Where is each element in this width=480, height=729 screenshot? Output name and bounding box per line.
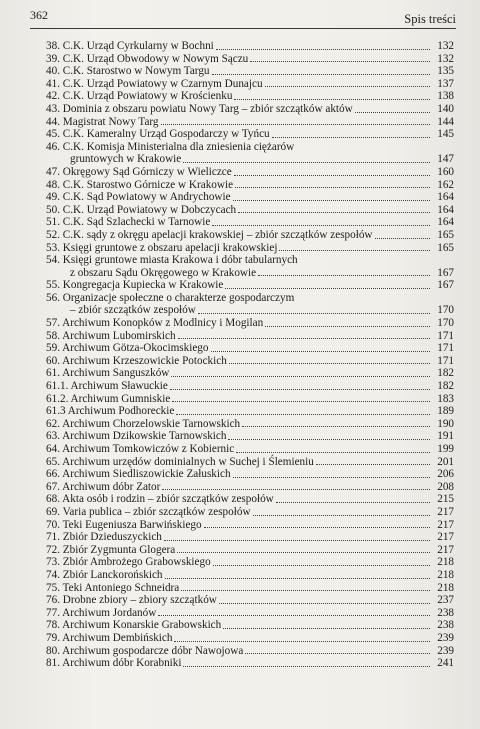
dot-leader bbox=[316, 463, 430, 465]
toc-entry-page: 238 bbox=[437, 619, 454, 632]
page-number: 362 bbox=[30, 8, 48, 22]
toc-entry bbox=[46, 531, 454, 544]
toc-entry bbox=[46, 405, 454, 418]
toc-entry-label: 61.1. Archiwum Sławuckie bbox=[46, 380, 168, 393]
toc-entry-page: 208 bbox=[437, 480, 454, 493]
dot-leader bbox=[250, 60, 430, 62]
toc-entry-page: 182 bbox=[437, 367, 454, 380]
dot-leader bbox=[233, 476, 430, 478]
dot-leader bbox=[177, 551, 430, 553]
dot-leader bbox=[183, 161, 430, 163]
dot-leader bbox=[233, 199, 430, 201]
dot-leader bbox=[375, 237, 430, 239]
toc-entry-page: 218 bbox=[437, 568, 454, 581]
toc-entry bbox=[46, 594, 454, 607]
dot-leader bbox=[212, 73, 430, 75]
toc-entry-label: 63. Archiwum Dzikowskie Tarnowskich bbox=[46, 430, 227, 443]
dot-leader bbox=[234, 98, 430, 100]
dot-leader bbox=[171, 375, 430, 377]
dot-leader bbox=[213, 564, 430, 566]
toc-entry-page: 132 bbox=[437, 52, 454, 65]
toc-entry bbox=[46, 153, 454, 166]
dot-leader bbox=[258, 274, 430, 276]
toc-entry bbox=[46, 342, 454, 355]
dot-leader bbox=[235, 186, 430, 188]
toc-entry-label: 79. Archiwum Dembińskich bbox=[46, 631, 173, 644]
toc-entry bbox=[46, 393, 454, 406]
toc-entry-label: 76. Drobne zbiory – zbiory szczątków bbox=[46, 594, 217, 607]
toc-entry-label: gruntowych w Krakowie bbox=[70, 153, 182, 166]
toc-entry bbox=[46, 657, 454, 670]
page-header bbox=[30, 6, 456, 29]
toc-entry-page: 137 bbox=[437, 77, 454, 90]
toc-entry bbox=[46, 191, 454, 204]
toc-entry-page: 144 bbox=[437, 115, 454, 128]
toc-entry-page: 135 bbox=[437, 65, 454, 78]
toc-entry-heading-line bbox=[46, 254, 454, 267]
toc-entry bbox=[46, 556, 454, 569]
toc-entry-label: 80. Archiwum gospodarcze dóbr Nawojowa bbox=[46, 644, 244, 657]
dot-leader bbox=[225, 287, 430, 289]
toc-entry-label: 62. Archiwum Chorzelowskie Tarnowskich bbox=[46, 417, 241, 430]
toc-entry-page: 165 bbox=[437, 241, 454, 254]
toc-entry-label: 59. Archiwum Götza-Okocimskiego bbox=[46, 342, 209, 355]
dot-leader bbox=[279, 249, 430, 251]
toc-entry bbox=[46, 216, 454, 229]
dot-leader bbox=[174, 640, 430, 642]
dot-leader bbox=[211, 350, 431, 352]
toc-entry-page: 171 bbox=[437, 342, 454, 355]
toc-entry-label: 66. Archiwum Siedliszowickie Załuskich bbox=[46, 468, 231, 481]
dot-leader bbox=[276, 501, 430, 503]
toc-entry-page: 218 bbox=[437, 556, 454, 569]
dot-leader bbox=[164, 539, 430, 541]
toc-entry bbox=[46, 204, 454, 217]
toc-entry-page: 190 bbox=[437, 417, 454, 430]
toc-entry bbox=[46, 569, 454, 582]
toc-entry-label: 39. C.K. Urząd Obwodowy w Nowym Sączu bbox=[46, 52, 249, 65]
dot-leader bbox=[236, 451, 430, 453]
toc-entry bbox=[46, 53, 454, 66]
toc-entry-page: 237 bbox=[437, 594, 454, 607]
section-title: Spis treści bbox=[404, 12, 456, 26]
toc-entry-label: 58. Archiwum Lubomirskich bbox=[46, 329, 176, 342]
dot-leader bbox=[172, 400, 430, 402]
toc-entry-page: 189 bbox=[437, 405, 454, 418]
toc-entry-label: 72. Zbiór Zygmunta Glogera bbox=[46, 543, 176, 556]
toc-entry-page: 217 bbox=[437, 518, 454, 531]
toc-entry-page: 182 bbox=[437, 380, 454, 393]
toc-entry-page: 217 bbox=[437, 505, 454, 518]
dot-leader bbox=[234, 174, 430, 176]
toc-entry bbox=[46, 116, 454, 129]
toc-entry-heading-line bbox=[46, 292, 454, 305]
dot-leader bbox=[245, 652, 430, 654]
toc-entry-heading-line bbox=[46, 141, 454, 154]
dot-leader bbox=[178, 337, 430, 339]
toc-entry-label: 48. C.K. Starostwo Górnicze w Krakowie bbox=[46, 178, 234, 191]
toc-entry-label: 55. Kongregacja Kupiecka w Krakowie bbox=[46, 279, 224, 292]
toc-entry-page: 191 bbox=[437, 430, 454, 443]
toc-entry bbox=[46, 632, 454, 645]
dot-leader bbox=[181, 589, 430, 591]
toc-entry bbox=[46, 166, 454, 179]
toc-entry bbox=[46, 242, 454, 255]
toc-entry bbox=[46, 506, 454, 519]
toc-entry-label: 53. Księgi gruntowe z obszaru apelacji krakowskiej bbox=[46, 241, 278, 254]
toc-entry-label: 64. Archiwum Tomkowiczów z Kobiernic bbox=[46, 443, 235, 455]
toc-entry-label: 81. Archiwum dóbr Korabniki bbox=[46, 657, 182, 670]
toc-entry-page: 138 bbox=[437, 90, 454, 103]
toc-entry-page: 170 bbox=[437, 317, 454, 330]
table-of-contents bbox=[46, 40, 454, 670]
toc-entry bbox=[46, 304, 454, 317]
toc-entry-label: 41. C.K. Urząd Powiatowy w Czarnym Dunajcu bbox=[46, 77, 263, 90]
toc-entry bbox=[46, 40, 454, 53]
toc-entry-page: 167 bbox=[437, 266, 454, 279]
toc-entry-page: 183 bbox=[437, 392, 454, 405]
toc-entry bbox=[46, 619, 454, 632]
toc-entry-page: 171 bbox=[437, 329, 454, 342]
toc-entry-label: 67. Archiwum dóbr Zator bbox=[46, 480, 161, 493]
toc-entry bbox=[46, 443, 454, 456]
toc-entry bbox=[46, 267, 454, 280]
toc-entry-label: 40. C.K. Starostwo w Nowym Targu bbox=[46, 65, 210, 78]
dot-leader bbox=[265, 325, 430, 327]
toc-entry-label: 43. Dominia z obszaru powiatu Nowy Targ – zbiór szczątków aktów bbox=[46, 102, 353, 115]
toc-entry-label: – zbiór szczątków zespołów bbox=[70, 304, 196, 317]
dot-leader bbox=[198, 312, 430, 314]
toc-entry-page: 218 bbox=[437, 581, 454, 594]
toc-entry-label: 56. Organizacje społeczne o charakterze gospodarczym bbox=[46, 291, 295, 304]
dot-leader bbox=[204, 526, 430, 528]
toc-entry-label: 50. C.K. Urząd Powiatowy w Dobczycach bbox=[46, 203, 237, 216]
toc-entry-label: 42. C.K. Urząd Powiatowy w Krościenku bbox=[46, 90, 233, 103]
toc-entry-label: 49. C.K. Sąd Powiatowy w Andrychowie bbox=[46, 191, 231, 204]
toc-entry-page: 241 bbox=[437, 657, 454, 670]
toc-entry-page: 145 bbox=[437, 128, 454, 141]
toc-entry bbox=[46, 468, 454, 481]
dot-leader bbox=[238, 211, 430, 213]
dot-leader bbox=[176, 413, 430, 415]
toc-entry bbox=[46, 519, 454, 532]
toc-entry-page: 206 bbox=[437, 468, 454, 481]
toc-entry-page: 171 bbox=[437, 354, 454, 367]
toc-entry-page: 160 bbox=[437, 165, 454, 178]
toc-entry bbox=[46, 279, 454, 292]
toc-entry-page: 164 bbox=[437, 216, 454, 229]
toc-entry-page: 217 bbox=[437, 531, 454, 544]
toc-entry-page: 164 bbox=[437, 203, 454, 216]
toc-entry-label: 73. Zbiór Ambrożego Grabowskiego bbox=[46, 556, 211, 569]
toc-entry bbox=[46, 544, 454, 557]
dot-leader bbox=[161, 123, 430, 125]
toc-entry-label: 52. C.K. sądy z okręgu apelacji krakowskiej – zbiór szczątków zespołów bbox=[46, 228, 373, 241]
toc-entry-page: 238 bbox=[437, 606, 454, 619]
toc-entry-label: 78. Archiwum Konarskie Grabowskich bbox=[46, 619, 222, 632]
toc-entry-page: 165 bbox=[437, 228, 454, 241]
dot-leader bbox=[158, 614, 430, 616]
toc-entry-label: 77. Archiwum Jordanów bbox=[46, 606, 157, 619]
toc-entry-page: 170 bbox=[437, 304, 454, 317]
toc-entry-label: 70. Teki Eugeniusza Barwińskiego bbox=[46, 518, 202, 531]
toc-entry bbox=[46, 481, 454, 494]
toc-entry-label: z obszaru Sądu Okręgowego w Krakowie bbox=[70, 266, 257, 279]
toc-entry bbox=[46, 430, 454, 443]
toc-entry-label: 60. Archiwum Krzeszowickie Potockich bbox=[46, 354, 227, 367]
toc-entry-page: 199 bbox=[437, 443, 454, 455]
dot-leader bbox=[253, 514, 430, 516]
toc-entry-page: 217 bbox=[437, 543, 454, 556]
toc-entry bbox=[46, 582, 454, 595]
toc-entry-page: 132 bbox=[437, 40, 454, 52]
dot-leader bbox=[216, 48, 430, 50]
toc-entry bbox=[46, 607, 454, 620]
toc-entry bbox=[46, 78, 454, 91]
toc-entry bbox=[46, 103, 454, 116]
toc-entry bbox=[46, 380, 454, 393]
toc-entry bbox=[46, 645, 454, 658]
toc-entry-label: 45. C.K. Kameralny Urząd Gospodarczy w Tyńcu bbox=[46, 128, 270, 141]
toc-entry-label: 71. Zbiór Dzieduszyckich bbox=[46, 531, 162, 544]
toc-entry-label: 57. Archiwum Konopków z Modlnicy i Mogilan bbox=[46, 317, 264, 330]
toc-entry-label: 51. C.K. Sąd Szlachecki w Tarnowie bbox=[46, 216, 211, 229]
dot-leader bbox=[162, 488, 430, 490]
toc-entry bbox=[46, 367, 454, 380]
toc-entry bbox=[46, 317, 454, 330]
toc-entry bbox=[46, 128, 454, 141]
toc-entry-page: 215 bbox=[437, 493, 454, 506]
toc-entry-page: 147 bbox=[437, 153, 454, 166]
dot-leader bbox=[229, 362, 430, 364]
toc-entry-label: 61. Archiwum Sanguszków bbox=[46, 367, 170, 380]
toc-entry bbox=[46, 456, 454, 469]
toc-entry-page: 167 bbox=[437, 279, 454, 292]
toc-entry-page: 164 bbox=[437, 191, 454, 204]
toc-entry bbox=[46, 418, 454, 431]
toc-entry bbox=[46, 330, 454, 343]
toc-entry-label: 46. C.K. Komisja Ministerialna dla zniesienia ciężarów bbox=[46, 140, 295, 153]
toc-entry-label: 38. C.K. Urząd Cyrkularny w Bochni bbox=[46, 40, 214, 52]
toc-entry-page: 162 bbox=[437, 178, 454, 191]
toc-entry-label: 44. Magistrat Nowy Targ bbox=[46, 115, 159, 128]
toc-entry-label: 47. Okręgowy Sąd Górniczy w Wieliczce bbox=[46, 165, 232, 178]
dot-leader bbox=[272, 136, 430, 138]
toc-entry bbox=[46, 493, 454, 506]
toc-entry bbox=[46, 355, 454, 368]
dot-leader bbox=[170, 388, 430, 390]
dot-leader bbox=[165, 577, 430, 579]
toc-entry-label: 68. Akta osób i rodzin – zbiór szczątków zespołów bbox=[46, 493, 274, 506]
dot-leader bbox=[183, 665, 430, 667]
dot-leader bbox=[212, 224, 430, 226]
toc-entry-page: 239 bbox=[437, 631, 454, 644]
toc-entry-page: 201 bbox=[437, 455, 454, 468]
toc-entry-label: 65. Archiwum urzędów dominialnych w Suchej i Ślemieniu bbox=[46, 455, 314, 468]
dot-leader bbox=[265, 85, 430, 87]
dot-leader bbox=[242, 425, 430, 427]
toc-entry bbox=[46, 179, 454, 192]
dot-leader bbox=[228, 438, 430, 440]
toc-entry-label: 61.3 Archiwum Podhoreckie bbox=[46, 405, 175, 418]
toc-entry-page: 239 bbox=[437, 644, 454, 657]
toc-entry-label: 75. Teki Antoniego Schneidra bbox=[46, 581, 180, 594]
dot-leader bbox=[355, 111, 430, 113]
toc-entry-page: 140 bbox=[437, 102, 454, 115]
toc-entry bbox=[46, 65, 454, 78]
toc-entry bbox=[46, 90, 454, 103]
dot-leader bbox=[223, 627, 430, 629]
toc-entry-label: 61.2. Archiwum Gumniskie bbox=[46, 392, 171, 405]
toc-entry-label: 54. Księgi gruntowe miasta Krakowa i dóbr tabularnych bbox=[46, 254, 298, 267]
toc-entry bbox=[46, 229, 454, 242]
dot-leader bbox=[219, 602, 430, 604]
toc-entry-label: 69. Varia publica – zbiór szczątków zespołów bbox=[46, 505, 251, 518]
toc-entry-label: 74. Zbiór Lanckorońskich bbox=[46, 568, 163, 581]
